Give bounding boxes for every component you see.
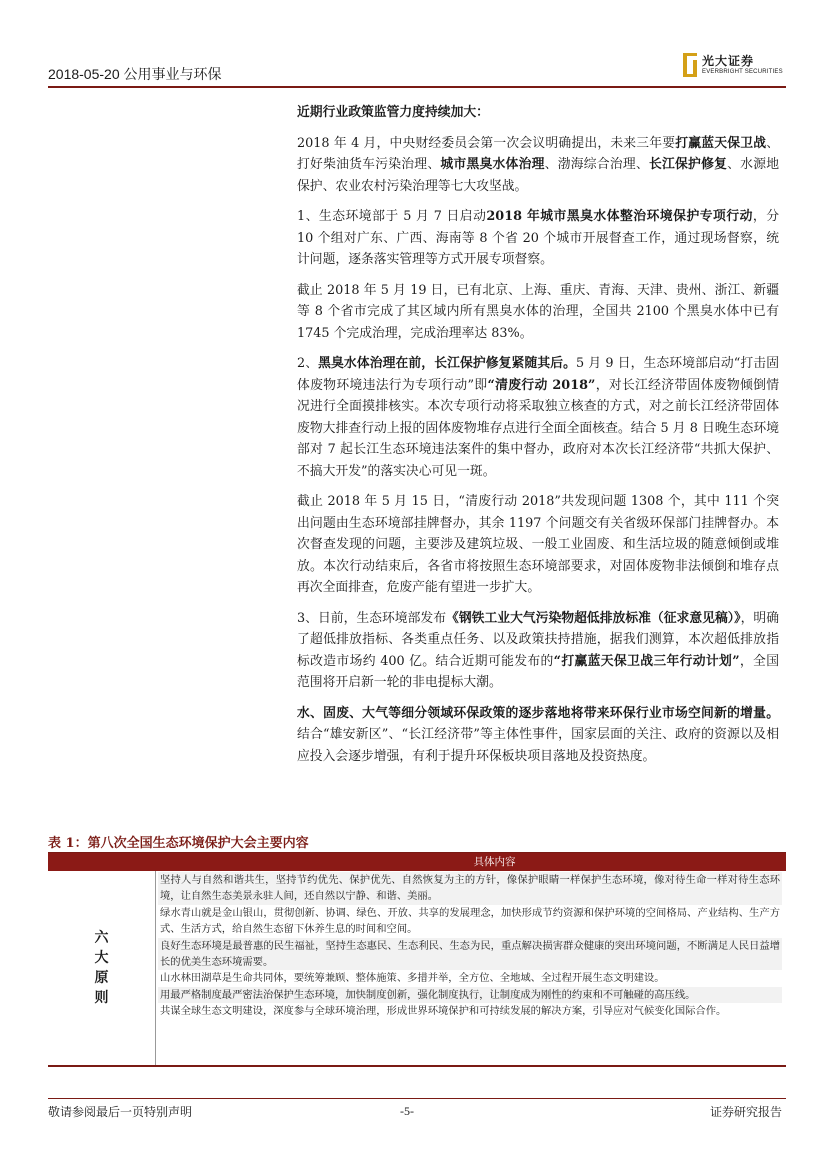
- header-rule: [48, 86, 786, 88]
- paragraph-3: 截止 2018 年 5 月 19 日，已有北京、上海、重庆、青海、天津、贵州、浙江、新疆等 8 个省市完成了其区域内所有黑臭水体的治理，全国共 2100 个黑臭水体中已有 1745 个完成治理，完成治理率达 83%。: [297, 282, 779, 341]
- table-bottom-rule: [48, 1065, 786, 1067]
- footer-disclaimer: 敬请参阅最后一页特别声明: [48, 1105, 193, 1119]
- brand-logo: [683, 51, 783, 79]
- paragraph-1: 2018 年 4 月，中央财经委员会第一次会议明确提出，未来三年要打赢蓝天保卫战、打好柴油货车污染治理、城市黑臭水体治理、渤海综合治理、长江保护修复、水源地保护、农业农村污染治理等七大攻坚战。: [297, 135, 780, 194]
- table-row: 坚持人与自然和谐共生，坚持节约优先、保护优先、自然恢复为主的方针，像保护眼睛一样保护生态环境，像对待生命一样对待生态环境，让自然生态美景永驻人间，还自然以宁静、和谐、美丽。: [158, 872, 782, 905]
- intro-heading: 近期行业政策监管力度持续加大：: [297, 105, 489, 120]
- table-row-label: 六 大 原 则: [94, 930, 109, 1006]
- header-date-sector: 2018-05-20 公用事业与环保: [48, 66, 222, 82]
- table-header: [48, 853, 786, 871]
- paragraph-6: 3、日前，生态环境部发布《钢铁工业大气污染物超低排放标准（征求意见稿）》，明确了超低排放指标、各类重点任务、以及政策扶持措施，据我们测算，本次超低排放指标改造市场约 400 亿。结合近期可能发布的“打赢蓝天保卫战三年行动计划”，全国范围将开启新一轮的非电提标大潮。: [297, 610, 780, 690]
- table-header-label: 具体内容: [473, 856, 516, 868]
- footer-rule: [48, 1098, 786, 1099]
- table-divider: [155, 871, 156, 1065]
- logo-mark-icon: [683, 53, 697, 77]
- footer-report-type: 证券研究报告: [709, 1105, 782, 1119]
- paragraph-2: 1、生态环境部于 5 月 7 日启动2018 年城市黑臭水体整治环境保护专项行动，分 10 个组对广东、广西、海南等 8 个省 20 个城市开展督查工作，通过现场督察，统计问题，逐条落实管理等方式开展专项督察。: [297, 209, 780, 267]
- body-text: [297, 102, 779, 776]
- logo-text-en: EVERBRIGHT SECURITIES: [702, 69, 783, 75]
- table-row: 用最严格制度最严密法治保护生态环境，加快制度创新，强化制度执行，让制度成为刚性的约束和不可触碰的高压线。: [158, 987, 782, 1003]
- paragraph-4: 2、黑臭水体治理在前，长江保护修复紧随其后。5 月 9 日，生态环境部启动“打击固体废物环境违法行为专项行动”即“清废行动 2018”，对长江经济带固体废物倾倒情况进行全面摸排核实。本次专项行动将采取独立核查的方式，对之前长江经济带固体废物大排查行动上报的固体废物堆存点进行全面全面核查。结合 5 月 8 日晚生态环境部对 7 起长江生态环境违法案件的集中督办，政府对本次长江经济带“共抓大保护、不搞大开发”的落实决心可见一斑。: [297, 356, 780, 479]
- table-row: 山水林田湖草是生命共同体，要统筹兼顾、整体施策、多措并举，全方位、全地域、全过程开展生态文明建设。: [160, 972, 665, 985]
- paragraph-5: 截止 2018 年 5 月 15 日，“清废行动 2018”共发现问题 1308 个，其中 111 个突出问题由生态环境部挂牌督办，其余 1197 个问题交有关省级环保部门挂牌督办。本次督查发现的问题，主要涉及建筑垃圾、一般工业固废、和生活垃圾的随意倾倒或堆放。本次行动结束后，各省市将按照生态环境部要求，对固体废物非法倾倒和堆存点再次全面排查，危废产能有望进一步扩大。: [297, 494, 779, 595]
- logo-text-cn: 光大证券: [702, 54, 755, 68]
- table-row: 共谋全球生态文明建设，深度参与全球环境治理，形成世界环境保护和可持续发展的解决方案，引导应对气候变化国际合作。: [160, 1005, 727, 1018]
- table-title: 表 1：第八次全国生态环境保护大会主要内容: [48, 836, 309, 851]
- page-number: -5-: [400, 1104, 414, 1118]
- table-row: 绿水青山就是金山银山，贯彻创新、协调、绿色、开放、共享的发展理念，加快形成节约资源和保护环境的空间格局、产业结构、生产方式、生活方式，给自然生态留下休养生息的时间和空间。: [160, 906, 780, 936]
- paragraph-7: 水、固废、大气等细分领域环保政策的逐步落地将带来环保行业市场空间新的增量。结合“雄安新区”、“长江经济带”等主体性事件，国家层面的关注、政府的资源以及相应投入会逐步增强，有利于提升环保板块项目落地及投资热度。: [297, 705, 779, 764]
- table-row: 良好生态环境是最普惠的民生福祉，坚持生态惠民、生态利民、生态为民，重点解决损害群众健康的突出环境问题，不断满足人民日益增长的优美生态环境需要。: [158, 938, 782, 971]
- table-body: [158, 872, 782, 1020]
